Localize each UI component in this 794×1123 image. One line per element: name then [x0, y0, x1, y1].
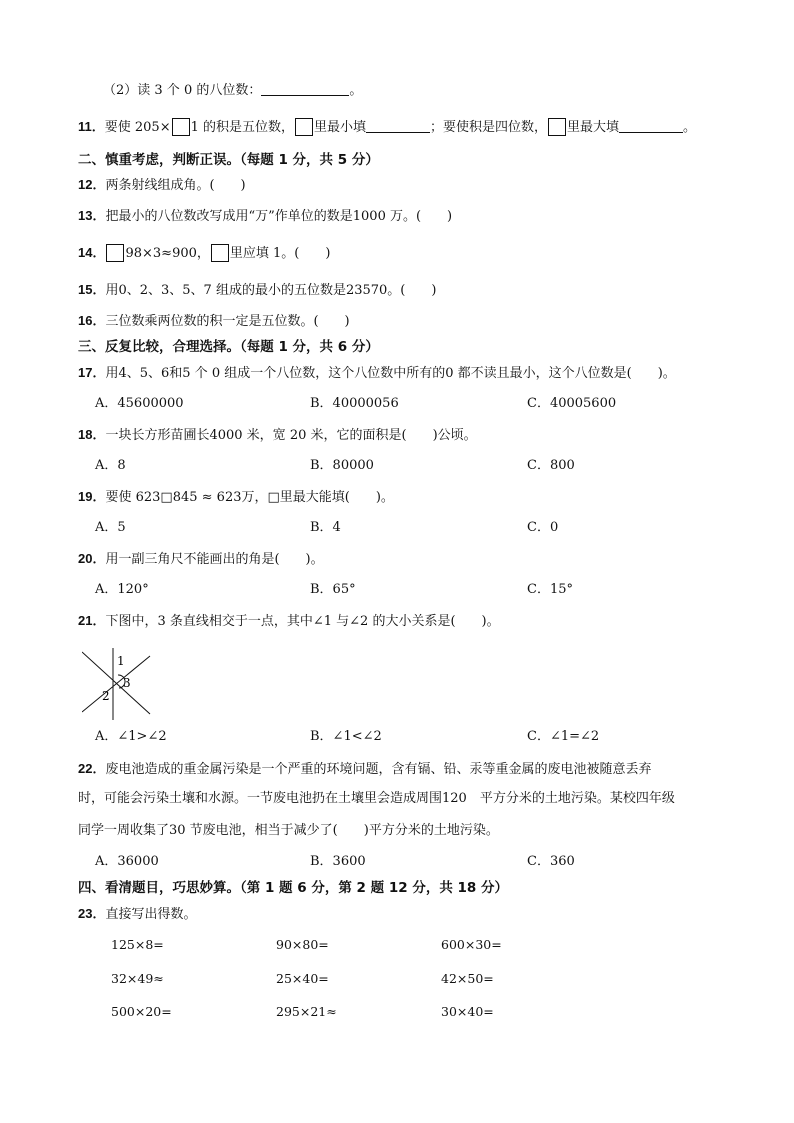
question-16: 16．三位数乘两位数的积一定是五位数。( ) — [78, 313, 350, 329]
question-20: 20．用一副三角尺不能画出的角是( )。 — [78, 551, 324, 567]
section-2-heading: 二、慎重考虑，判断正误。（每题 1 分，共 5 分） — [78, 152, 379, 168]
answer-blank[interactable] — [366, 119, 430, 133]
question-14: 14． 98×3≈900， 里应填 1。( ) — [78, 245, 331, 261]
option-c[interactable]: C．0 — [527, 520, 559, 535]
question-22-line-1: 22．废电池造成的重金属污染是一个严重的环境问题，含有镉、铅、汞等重金属的废电池被随意丢弃 — [78, 761, 652, 777]
option-b[interactable]: B．65° — [310, 582, 356, 597]
q10-part2: （2）读 3 个 0 的八位数： 。 — [103, 83, 363, 98]
option-c[interactable]: C．∠1=∠2 — [527, 729, 600, 744]
digit-box[interactable] — [211, 244, 229, 262]
option-a[interactable]: A．8 — [95, 458, 126, 473]
question-23: 23．直接写出得数。 — [78, 906, 197, 922]
option-a[interactable]: A．36000 — [95, 854, 159, 869]
option-a[interactable]: A．45600000 — [95, 396, 184, 411]
q10-part2-text: （2）读 3 个 0 的八位数： — [103, 83, 262, 98]
section-3-heading: 三、反复比较，合理选择。（每题 1 分，共 6 分） — [78, 339, 379, 355]
digit-box[interactable] — [172, 118, 190, 136]
digit-box[interactable] — [106, 244, 124, 262]
option-c[interactable]: C．40005600 — [527, 396, 617, 411]
calc-item[interactable]: 500×20= — [111, 1004, 172, 1019]
calc-item[interactable]: 42×50= — [441, 971, 494, 986]
option-c[interactable]: C．360 — [527, 854, 575, 869]
option-b[interactable]: B．3600 — [310, 854, 366, 869]
option-c[interactable]: C．15° — [527, 582, 573, 597]
calc-item[interactable]: 295×21≈ — [276, 1004, 337, 1019]
option-c[interactable]: C．800 — [527, 458, 575, 473]
digit-box[interactable] — [548, 118, 566, 136]
question-22-line-3: 同学一周收集了30 节废电池，相当于减少了( )平方分米的土地污染。 — [78, 823, 499, 838]
option-a[interactable]: A．120° — [95, 582, 149, 597]
question-12: 12．两条射线组成角。( ) — [78, 177, 246, 193]
question-number: 11． — [78, 119, 105, 134]
angle-label-2: 2 — [102, 689, 110, 703]
line-1 — [82, 652, 150, 714]
digit-box[interactable] — [295, 118, 313, 136]
calc-item[interactable]: 25×40= — [276, 971, 329, 986]
question-13: 13．把最小的八位数改写成用“万”作单位的数是1000 万。( ) — [78, 208, 453, 224]
option-a[interactable]: A．5 — [95, 520, 126, 535]
answer-blank[interactable] — [261, 82, 349, 96]
question-17: 17．用4、5、6和5 个 0 组成一个八位数，这个八位数中所有的0 都不读且最小，这个八位数是( )。 — [78, 365, 676, 381]
angle-label-3: 3 — [123, 676, 131, 690]
option-b[interactable]: B．∠1<∠2 — [310, 729, 382, 744]
question-15: 15．用0、2、3、5、7 组成的最小的五位数是23570。( ) — [78, 282, 437, 298]
question-22-line-2: 时，可能会污染土壤和水源。一节废电池扔在土壤里会造成周围120 平方分米的土地污染。某校四年级 — [78, 791, 675, 806]
question-21: 21．下图中，3 条直线相交于一点，其中∠1 与∠2 的大小关系是( )。 — [78, 613, 500, 629]
calc-item[interactable]: 90×80= — [276, 937, 329, 952]
question-19: 19．要使 623□845 ≈ 623万，□里最大能填( )。 — [78, 489, 394, 505]
question-18: 18．一块长方形苗圃长4000 米，宽 20 米，它的面积是( )公顷。 — [78, 427, 477, 443]
calc-item[interactable]: 32×49≈ — [111, 971, 164, 986]
option-b[interactable]: B．4 — [310, 520, 341, 535]
line-2 — [82, 656, 150, 712]
calc-item[interactable]: 30×40= — [441, 1004, 494, 1019]
section-4-heading: 四、看清题目，巧思妙算。（第 1 题 6 分，第 2 题 12 分，共 18 分） — [78, 880, 509, 896]
option-b[interactable]: B．80000 — [310, 458, 374, 473]
question-11: 11．要使 205× 1 的积是五位数， 里最小填 ；要使积是四位数， 里最大填 。 — [78, 119, 697, 135]
intersecting-lines-diagram — [82, 648, 154, 720]
answer-blank[interactable] — [619, 119, 683, 133]
option-a[interactable]: A．∠1>∠2 — [95, 729, 167, 744]
angle-label-1: 1 — [117, 654, 125, 668]
calc-item[interactable]: 125×8= — [111, 937, 164, 952]
option-b[interactable]: B．40000056 — [310, 396, 399, 411]
calc-item[interactable]: 600×30= — [441, 937, 502, 952]
